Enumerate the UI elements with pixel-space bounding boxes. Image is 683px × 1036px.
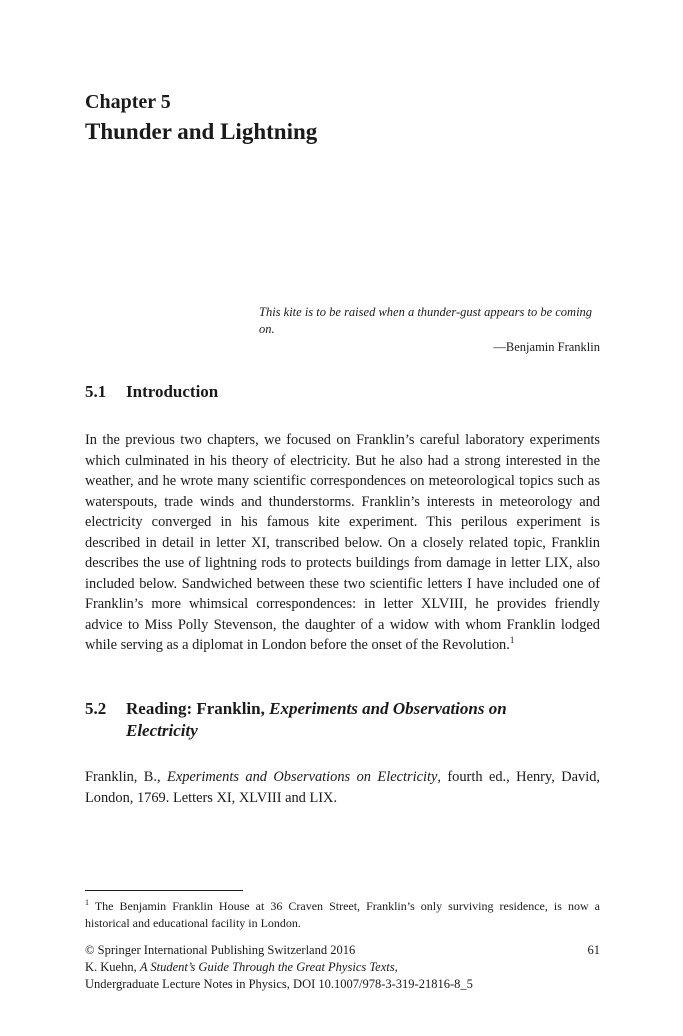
section-title-book: Experiments and Observations on Electricity: [126, 699, 507, 740]
footnote-reference[interactable]: 1: [509, 635, 515, 645]
chapter-label: Chapter 5: [85, 91, 171, 113]
section-title: Introduction: [126, 382, 219, 401]
page-number: 61: [587, 943, 600, 957]
footnote-marker: 1: [85, 898, 89, 907]
section-number: 5.2: [85, 699, 107, 718]
series-doi-line: Undergraduate Lecture Notes in Physics, DOI 10.1007/978-3-319-21816-8_5: [85, 977, 473, 991]
section-title: [126, 698, 566, 742]
section-title-prefix: Reading: Franklin,: [126, 699, 270, 718]
page: [85, 0, 600, 1036]
section-heading-reading: [85, 698, 566, 742]
book-citation-line: [85, 959, 600, 976]
chapter-title: Thunder and Lightning: [85, 119, 318, 144]
footnote: [85, 898, 600, 932]
citation-paragraph: [85, 767, 600, 808]
section-heading-introduction: [85, 381, 566, 403]
citation-details: , fourth ed., Henry, David, London, 1769. Letters XI, XLVIII and LIX.: [85, 769, 601, 806]
introduction-paragraph: [85, 430, 600, 656]
epigraph-attribution: —Benjamin Franklin: [493, 340, 600, 354]
copyright-line: © Springer International Publishing Switzerland 2016: [85, 943, 356, 957]
introduction-text: In the previous two chapters, we focused on Franklin’s careful laboratory experiments which culminated in his theory of electricity. But he also had a strong interested in the weather, and he wrote many scientific correspondences on meteorological topics such as waterspouts, trade winds and thunderstorms. Franklin’s interests in meteorology and electricity converged in his famous kite experiment. This perilous experiment is described in detail in letter XI, transcribed below. On a closely related topic, Franklin describes the use of lightning rods to protects buildings from damage in letter LIX, also included below. Sandwiched between these two scientific letters I have included one of Franklin’s more whimsical correspondences: in letter XLVIII, he provides friendly advice to Miss Polly Stevenson, the daughter of a widow with whom Franklin lodged while serving as a diplomat in London before the onset of the Revolution.: [85, 432, 600, 653]
footnote-text: The Benjamin Franklin House at 36 Craven Street, Franklin’s only surviving residence, is now a historical and educational facility in London.: [85, 899, 600, 930]
citation-title: Experiments and Observations on Electricity: [167, 769, 438, 785]
epigraph: [259, 304, 600, 356]
citation-author: Franklin, B.,: [85, 769, 168, 785]
book-title: A Student’s Guide Through the Great Physics Texts,: [139, 960, 398, 974]
copyright-block: [85, 942, 600, 993]
epigraph-quote: This kite is to be raised when a thunder-gust appears to be coming on.: [259, 305, 593, 336]
footnote-divider: [85, 890, 243, 891]
section-number: 5.1: [85, 382, 107, 401]
book-author: K. Kuehn,: [85, 960, 140, 974]
